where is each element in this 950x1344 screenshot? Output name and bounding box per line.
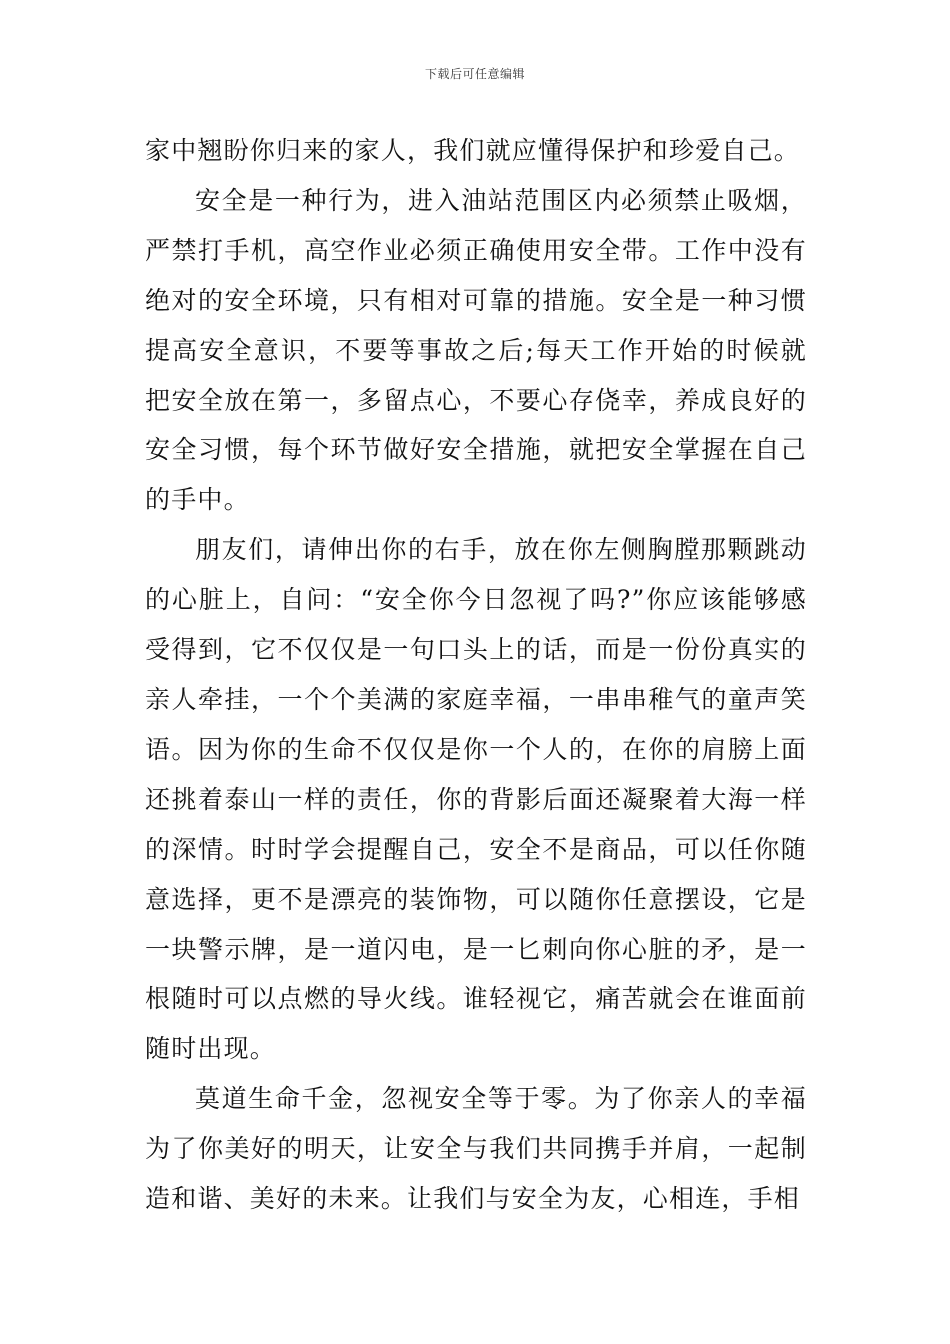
document-body — [145, 126, 807, 1224]
paragraph-friends-appeal: 朋友们，请伸出你的右手，放在你左侧胸膛那颗跳动的心脏上，自问：“安全你今日忽视了吗?”你应该能够感受得到，它不仅仅是一句口头上的话，而是一份份真实的亲人牵挂，一个个美满的家庭幸福，一串串稚气的童声笑语。因为你的生命不仅仅是你一个人的，在你的肩膀上面还挑着泰山一样的责任，你的背影后面还凝聚着大海一样的深情。时时学会提醒自己，安全不是商品，可以任你随意选择，更不是漂亮的装饰物，可以随你任意摆设，它是一块警示牌，是一道闪电，是一匕刺向你心脏的矛，是一根随时可以点燃的导火线。谁轻视它，痛苦就会在谁面前随时出现。 — [145, 535, 807, 1064]
page-header: 下载后可任意编辑 — [424, 67, 525, 81]
paragraph-continuation: 家中翘盼你归来的家人，我们就应懂得保护和珍爱自己。 — [145, 136, 801, 165]
paragraph-closing: 莫道生命千金，忽视安全等于零。为了你亲人的幸福为了你美好的明天，让安全与我们共同携手并肩，一起制造和谐、美好的未来。让我们与安全为友，心相连，手相 — [145, 1084, 807, 1214]
paragraph-safety-behavior: 安全是一种行为，进入油站范围区内必须禁止吸烟，严禁打手机，高空作业必须正确使用安全带。工作中没有绝对的安全环境，只有相对可靠的措施。安全是一种习惯提高安全意识，不要等事故之后;每天工作开始的时候就把安全放在第一，多留点心，不要心存侥幸，养成良好的安全习惯，每个环节做好安全措施，就把安全掌握在自己的手中。 — [145, 185, 807, 515]
